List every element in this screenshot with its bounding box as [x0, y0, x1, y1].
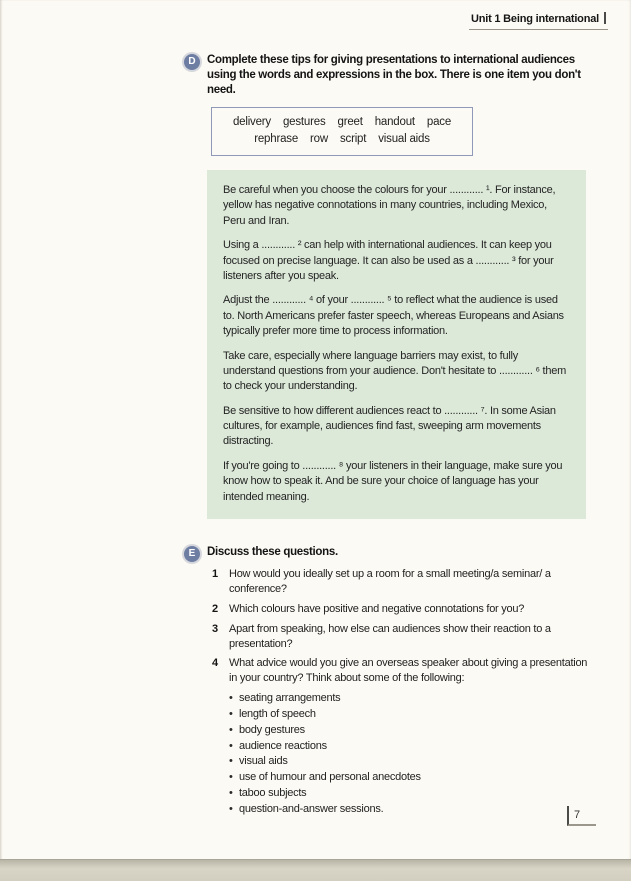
section-d-instruction: Complete these tips for giving presentations to international audiences using the words and expressions in the box. There is one item you don't need. — [207, 54, 581, 97]
question-number: 3 — [212, 622, 218, 635]
tip-paragraph: Take care, especially where language barriers may exist, to fully understand questions from your audience. Don't hesitate to ............ ⁶ them to check your understanding. — [223, 349, 566, 393]
question-item — [207, 622, 592, 652]
question-item — [207, 567, 592, 597]
bullet-item — [229, 786, 592, 802]
bullet-text: visual aids — [239, 755, 288, 768]
word-box-word: row — [310, 132, 328, 145]
section-d-badge: D — [184, 54, 200, 70]
bullet-item — [229, 739, 592, 755]
word-box-word: delivery — [232, 115, 271, 128]
bullet-text: use of humour and personal anecdotes — [239, 771, 421, 784]
bullet-item — [229, 802, 592, 818]
bullet-text: seating arrangements — [239, 692, 341, 705]
word-box-word: script — [339, 132, 367, 145]
question-text: How would you ideally set up a room for a small meeting/a seminar/ a conference? — [229, 568, 551, 596]
section-d — [188, 53, 592, 519]
word-box-line-2 — [216, 131, 468, 148]
tip-paragraph: Be sensitive to how different audiences react to ............ ⁷. In some Asian cultures, for example, audiences find fast, sweeping arm movements distracting. — [223, 404, 556, 448]
bullet-item — [229, 691, 592, 707]
question-list — [207, 567, 592, 686]
bullet-item — [229, 770, 592, 786]
question-text: Apart from speaking, how else can audiences show their reaction to a presentation? — [229, 622, 551, 650]
word-box — [211, 107, 473, 157]
bullet-item — [229, 723, 592, 739]
bullet-text: audience reactions — [239, 739, 327, 752]
tips-box — [207, 170, 586, 519]
unit-header — [469, 12, 608, 30]
bullet-text: length of speech — [239, 707, 316, 720]
word-box-word: greet — [337, 115, 363, 128]
bullet-text: body gestures — [239, 723, 305, 736]
word-box-word: pace — [426, 115, 452, 128]
tip-paragraph: If you're going to ............ ⁸ your listeners in their language, make sure you know how to speak it. And be sure your choice of language has your intended meaning. — [223, 459, 563, 503]
scan-bottom-band — [0, 859, 631, 881]
tip-paragraph: Adjust the ............ ⁴ of your ............ ⁵ to reflect what the audience is used to. North Americans prefer faster speech, whereas Europeans and Asians typically prefer more time to process information. — [223, 294, 564, 338]
section-e — [188, 545, 592, 818]
section-e-badge: E — [184, 546, 200, 562]
word-box-word: visual aids — [378, 132, 430, 145]
question-number: 1 — [212, 568, 218, 581]
header-tick-mark — [604, 12, 606, 24]
bullet-text: question-and-answer sessions. — [239, 802, 384, 815]
section-e-instruction: Discuss these questions. — [207, 546, 338, 559]
word-box-word: handout — [374, 115, 415, 128]
question-text: What advice would you give an overseas speaker about giving a presentation in your country? Think about some of the following: — [229, 657, 588, 685]
page-number — [567, 806, 596, 826]
question-number: 4 — [212, 657, 218, 670]
bullet-list — [207, 691, 592, 818]
bullet-text: taboo subjects — [239, 787, 307, 800]
question-number: 2 — [212, 602, 218, 615]
bullet-item — [229, 754, 592, 770]
question-item — [207, 656, 592, 686]
question-item — [207, 602, 592, 617]
unit-title: Unit 1 Being international — [470, 13, 599, 25]
question-text: Which colours have positive and negative connotations for you? — [229, 602, 525, 615]
tip-paragraph: Using a ............ ² can help with international audiences. It can keep you focused on precise language. It can also be used as a ............ ³ for your listeners after you speak. — [223, 239, 554, 282]
page-number-value: 7 — [574, 809, 581, 821]
page-content — [188, 53, 592, 844]
word-box-word: gestures — [282, 115, 326, 128]
tip-paragraph: Be careful when you choose the colours for your ............ ¹. For instance, yellow has negative connotations in many countries, including Mexico, Peru and Iran. — [223, 184, 556, 227]
word-box-word: rephrase — [254, 132, 299, 145]
bullet-item — [229, 707, 592, 723]
word-box-line-1 — [216, 114, 468, 131]
